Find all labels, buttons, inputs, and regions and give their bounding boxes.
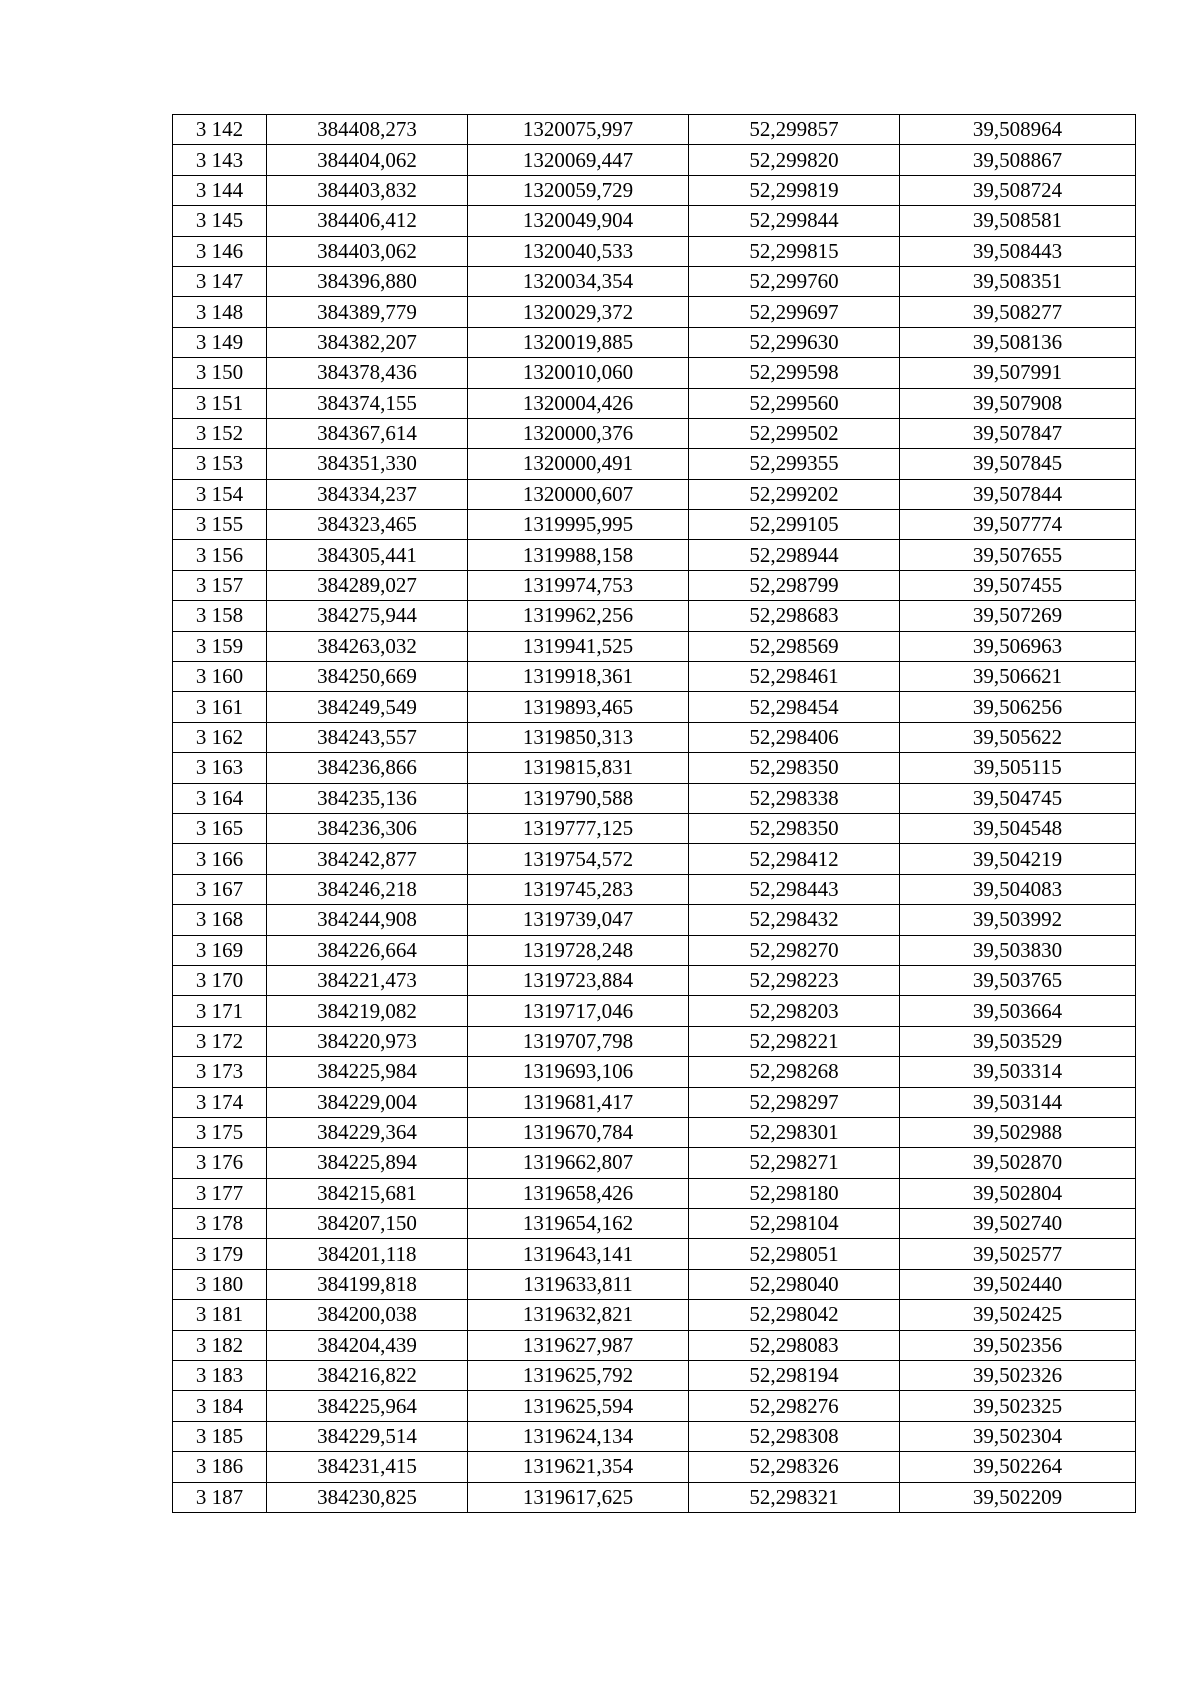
latitude-cell: 52,299202 (689, 479, 900, 509)
table-row (173, 1452, 1136, 1482)
x-coordinate-cell: 384396,880 (267, 266, 468, 296)
y-coordinate-cell: 1319745,283 (468, 874, 689, 904)
table-row (173, 358, 1136, 388)
table-row (173, 631, 1136, 661)
x-coordinate-cell: 384305,441 (267, 540, 468, 570)
point-number-cell: 3 173 (173, 1057, 267, 1087)
latitude-cell: 52,298221 (689, 1026, 900, 1056)
longitude-cell: 39,503529 (900, 1026, 1136, 1056)
x-coordinate-cell: 384231,415 (267, 1452, 468, 1482)
latitude-cell: 52,298271 (689, 1148, 900, 1178)
y-coordinate-cell: 1319658,426 (468, 1178, 689, 1208)
point-number-cell: 3 181 (173, 1300, 267, 1330)
point-number-cell: 3 154 (173, 479, 267, 509)
table-row (173, 418, 1136, 448)
longitude-cell: 39,508724 (900, 175, 1136, 205)
y-coordinate-cell: 1319617,625 (468, 1482, 689, 1512)
longitude-cell: 39,503314 (900, 1057, 1136, 1087)
point-number-cell: 3 180 (173, 1269, 267, 1299)
longitude-cell: 39,503992 (900, 905, 1136, 935)
y-coordinate-cell: 1320075,997 (468, 115, 689, 145)
longitude-cell: 39,503664 (900, 996, 1136, 1026)
y-coordinate-cell: 1319681,417 (468, 1087, 689, 1117)
latitude-cell: 52,298338 (689, 783, 900, 813)
x-coordinate-cell: 384221,473 (267, 965, 468, 995)
y-coordinate-cell: 1319627,987 (468, 1330, 689, 1360)
latitude-cell: 52,299819 (689, 175, 900, 205)
table-row (173, 905, 1136, 935)
point-number-cell: 3 150 (173, 358, 267, 388)
table-row (173, 996, 1136, 1026)
table-row (173, 1209, 1136, 1239)
latitude-cell: 52,298194 (689, 1361, 900, 1391)
longitude-cell: 39,506963 (900, 631, 1136, 661)
point-number-cell: 3 187 (173, 1482, 267, 1512)
x-coordinate-cell: 384323,465 (267, 510, 468, 540)
table-row (173, 692, 1136, 722)
table-row (173, 1391, 1136, 1421)
point-number-cell: 3 185 (173, 1421, 267, 1451)
point-number-cell: 3 183 (173, 1361, 267, 1391)
longitude-cell: 39,502425 (900, 1300, 1136, 1330)
y-coordinate-cell: 1320000,491 (468, 449, 689, 479)
longitude-cell: 39,502870 (900, 1148, 1136, 1178)
table-row (173, 783, 1136, 813)
point-number-cell: 3 157 (173, 570, 267, 600)
longitude-cell: 39,502440 (900, 1269, 1136, 1299)
table-row (173, 449, 1136, 479)
y-coordinate-cell: 1319941,525 (468, 631, 689, 661)
longitude-cell: 39,508136 (900, 327, 1136, 357)
longitude-cell: 39,502209 (900, 1482, 1136, 1512)
point-number-cell: 3 172 (173, 1026, 267, 1056)
longitude-cell: 39,508964 (900, 115, 1136, 145)
table-row (173, 115, 1136, 145)
y-coordinate-cell: 1319693,106 (468, 1057, 689, 1087)
y-coordinate-cell: 1320004,426 (468, 388, 689, 418)
x-coordinate-cell: 384382,207 (267, 327, 468, 357)
latitude-cell: 52,299844 (689, 206, 900, 236)
longitude-cell: 39,502325 (900, 1391, 1136, 1421)
latitude-cell: 52,299630 (689, 327, 900, 357)
point-number-cell: 3 168 (173, 905, 267, 935)
latitude-cell: 52,298799 (689, 570, 900, 600)
x-coordinate-cell: 384275,944 (267, 601, 468, 631)
y-coordinate-cell: 1319850,313 (468, 722, 689, 752)
point-number-cell: 3 158 (173, 601, 267, 631)
longitude-cell: 39,507269 (900, 601, 1136, 631)
table-row (173, 236, 1136, 266)
longitude-cell: 39,502264 (900, 1452, 1136, 1482)
longitude-cell: 39,502356 (900, 1330, 1136, 1360)
point-number-cell: 3 171 (173, 996, 267, 1026)
table-row (173, 1269, 1136, 1299)
point-number-cell: 3 184 (173, 1391, 267, 1421)
x-coordinate-cell: 384406,412 (267, 206, 468, 236)
table-row (173, 388, 1136, 418)
x-coordinate-cell: 384367,614 (267, 418, 468, 448)
y-coordinate-cell: 1319625,594 (468, 1391, 689, 1421)
latitude-cell: 52,299502 (689, 418, 900, 448)
table-row (173, 1087, 1136, 1117)
latitude-cell: 52,298051 (689, 1239, 900, 1269)
point-number-cell: 3 166 (173, 844, 267, 874)
longitude-cell: 39,502577 (900, 1239, 1136, 1269)
y-coordinate-cell: 1319893,465 (468, 692, 689, 722)
x-coordinate-cell: 384225,964 (267, 1391, 468, 1421)
table-row (173, 965, 1136, 995)
latitude-cell: 52,298406 (689, 722, 900, 752)
latitude-cell: 52,299820 (689, 145, 900, 175)
y-coordinate-cell: 1319632,821 (468, 1300, 689, 1330)
longitude-cell: 39,507845 (900, 449, 1136, 479)
latitude-cell: 52,298432 (689, 905, 900, 935)
point-number-cell: 3 153 (173, 449, 267, 479)
latitude-cell: 52,298223 (689, 965, 900, 995)
point-number-cell: 3 159 (173, 631, 267, 661)
y-coordinate-cell: 1319962,256 (468, 601, 689, 631)
longitude-cell: 39,505622 (900, 722, 1136, 752)
latitude-cell: 52,298412 (689, 844, 900, 874)
latitude-cell: 52,298301 (689, 1117, 900, 1147)
table-row (173, 722, 1136, 752)
latitude-cell: 52,298083 (689, 1330, 900, 1360)
latitude-cell: 52,298276 (689, 1391, 900, 1421)
latitude-cell: 52,298350 (689, 753, 900, 783)
point-number-cell: 3 151 (173, 388, 267, 418)
y-coordinate-cell: 1319815,831 (468, 753, 689, 783)
longitude-cell: 39,507908 (900, 388, 1136, 418)
longitude-cell: 39,508581 (900, 206, 1136, 236)
x-coordinate-cell: 384226,664 (267, 935, 468, 965)
x-coordinate-cell: 384242,877 (267, 844, 468, 874)
y-coordinate-cell: 1320019,885 (468, 327, 689, 357)
x-coordinate-cell: 384199,818 (267, 1269, 468, 1299)
latitude-cell: 52,299697 (689, 297, 900, 327)
y-coordinate-cell: 1319728,248 (468, 935, 689, 965)
y-coordinate-cell: 1319643,141 (468, 1239, 689, 1269)
point-number-cell: 3 165 (173, 813, 267, 843)
table-row (173, 145, 1136, 175)
table-row (173, 1482, 1136, 1512)
x-coordinate-cell: 384389,779 (267, 297, 468, 327)
x-coordinate-cell: 384216,822 (267, 1361, 468, 1391)
longitude-cell: 39,507991 (900, 358, 1136, 388)
table-row (173, 1148, 1136, 1178)
table-row (173, 1361, 1136, 1391)
table-row (173, 175, 1136, 205)
latitude-cell: 52,298321 (689, 1482, 900, 1512)
latitude-cell: 52,298042 (689, 1300, 900, 1330)
x-coordinate-cell: 384236,306 (267, 813, 468, 843)
x-coordinate-cell: 384200,038 (267, 1300, 468, 1330)
y-coordinate-cell: 1320069,447 (468, 145, 689, 175)
latitude-cell: 52,298326 (689, 1452, 900, 1482)
table-row (173, 1239, 1136, 1269)
y-coordinate-cell: 1319777,125 (468, 813, 689, 843)
table-row (173, 753, 1136, 783)
x-coordinate-cell: 384249,549 (267, 692, 468, 722)
longitude-cell: 39,504548 (900, 813, 1136, 843)
x-coordinate-cell: 384201,118 (267, 1239, 468, 1269)
table-row (173, 1117, 1136, 1147)
y-coordinate-cell: 1319754,572 (468, 844, 689, 874)
longitude-cell: 39,504083 (900, 874, 1136, 904)
latitude-cell: 52,299857 (689, 115, 900, 145)
x-coordinate-cell: 384404,062 (267, 145, 468, 175)
point-number-cell: 3 179 (173, 1239, 267, 1269)
y-coordinate-cell: 1320029,372 (468, 297, 689, 327)
x-coordinate-cell: 384215,681 (267, 1178, 468, 1208)
longitude-cell: 39,508277 (900, 297, 1136, 327)
longitude-cell: 39,507455 (900, 570, 1136, 600)
y-coordinate-cell: 1320010,060 (468, 358, 689, 388)
latitude-cell: 52,298443 (689, 874, 900, 904)
x-coordinate-cell: 384289,027 (267, 570, 468, 600)
latitude-cell: 52,298268 (689, 1057, 900, 1087)
latitude-cell: 52,299815 (689, 236, 900, 266)
x-coordinate-cell: 384244,908 (267, 905, 468, 935)
x-coordinate-cell: 384236,866 (267, 753, 468, 783)
longitude-cell: 39,507774 (900, 510, 1136, 540)
latitude-cell: 52,298297 (689, 1087, 900, 1117)
longitude-cell: 39,502304 (900, 1421, 1136, 1451)
table-row (173, 327, 1136, 357)
longitude-cell: 39,502804 (900, 1178, 1136, 1208)
table-row (173, 206, 1136, 236)
y-coordinate-cell: 1320000,376 (468, 418, 689, 448)
y-coordinate-cell: 1319717,046 (468, 996, 689, 1026)
x-coordinate-cell: 384229,364 (267, 1117, 468, 1147)
y-coordinate-cell: 1320059,729 (468, 175, 689, 205)
latitude-cell: 52,298180 (689, 1178, 900, 1208)
longitude-cell: 39,505115 (900, 753, 1136, 783)
point-number-cell: 3 164 (173, 783, 267, 813)
table-row (173, 1026, 1136, 1056)
y-coordinate-cell: 1319633,811 (468, 1269, 689, 1299)
latitude-cell: 52,299560 (689, 388, 900, 418)
x-coordinate-cell: 384235,136 (267, 783, 468, 813)
longitude-cell: 39,506621 (900, 662, 1136, 692)
point-number-cell: 3 167 (173, 874, 267, 904)
point-number-cell: 3 175 (173, 1117, 267, 1147)
y-coordinate-cell: 1320000,607 (468, 479, 689, 509)
longitude-cell: 39,504745 (900, 783, 1136, 813)
y-coordinate-cell: 1320040,533 (468, 236, 689, 266)
point-number-cell: 3 163 (173, 753, 267, 783)
table-row (173, 510, 1136, 540)
longitude-cell: 39,508867 (900, 145, 1136, 175)
latitude-cell: 52,298040 (689, 1269, 900, 1299)
point-number-cell: 3 182 (173, 1330, 267, 1360)
y-coordinate-cell: 1319707,798 (468, 1026, 689, 1056)
y-coordinate-cell: 1319974,753 (468, 570, 689, 600)
table-row (173, 935, 1136, 965)
longitude-cell: 39,506256 (900, 692, 1136, 722)
point-number-cell: 3 143 (173, 145, 267, 175)
latitude-cell: 52,298944 (689, 540, 900, 570)
point-number-cell: 3 174 (173, 1087, 267, 1117)
coordinates-table (172, 114, 1136, 1513)
x-coordinate-cell: 384378,436 (267, 358, 468, 388)
table-row (173, 601, 1136, 631)
table-row (173, 540, 1136, 570)
x-coordinate-cell: 384219,082 (267, 996, 468, 1026)
point-number-cell: 3 160 (173, 662, 267, 692)
point-number-cell: 3 142 (173, 115, 267, 145)
point-number-cell: 3 170 (173, 965, 267, 995)
x-coordinate-cell: 384204,439 (267, 1330, 468, 1360)
y-coordinate-cell: 1320049,904 (468, 206, 689, 236)
latitude-cell: 52,299105 (689, 510, 900, 540)
y-coordinate-cell: 1319621,354 (468, 1452, 689, 1482)
x-coordinate-cell: 384243,557 (267, 722, 468, 752)
y-coordinate-cell: 1319625,792 (468, 1361, 689, 1391)
x-coordinate-cell: 384374,155 (267, 388, 468, 418)
point-number-cell: 3 161 (173, 692, 267, 722)
latitude-cell: 52,298569 (689, 631, 900, 661)
point-number-cell: 3 155 (173, 510, 267, 540)
point-number-cell: 3 146 (173, 236, 267, 266)
y-coordinate-cell: 1319662,807 (468, 1148, 689, 1178)
point-number-cell: 3 149 (173, 327, 267, 357)
table-row (173, 874, 1136, 904)
latitude-cell: 52,298104 (689, 1209, 900, 1239)
latitude-cell: 52,299355 (689, 449, 900, 479)
x-coordinate-cell: 384207,150 (267, 1209, 468, 1239)
latitude-cell: 52,298308 (689, 1421, 900, 1451)
longitude-cell: 39,503144 (900, 1087, 1136, 1117)
longitude-cell: 39,508351 (900, 266, 1136, 296)
table-row (173, 1057, 1136, 1087)
longitude-cell: 39,507844 (900, 479, 1136, 509)
y-coordinate-cell: 1319723,884 (468, 965, 689, 995)
point-number-cell: 3 145 (173, 206, 267, 236)
point-number-cell: 3 162 (173, 722, 267, 752)
y-coordinate-cell: 1319739,047 (468, 905, 689, 935)
table-row (173, 479, 1136, 509)
point-number-cell: 3 186 (173, 1452, 267, 1482)
point-number-cell: 3 156 (173, 540, 267, 570)
latitude-cell: 52,298203 (689, 996, 900, 1026)
x-coordinate-cell: 384408,273 (267, 115, 468, 145)
x-coordinate-cell: 384250,669 (267, 662, 468, 692)
y-coordinate-cell: 1319918,361 (468, 662, 689, 692)
x-coordinate-cell: 384403,062 (267, 236, 468, 266)
longitude-cell: 39,507847 (900, 418, 1136, 448)
table-row (173, 1421, 1136, 1451)
latitude-cell: 52,299598 (689, 358, 900, 388)
longitude-cell: 39,502740 (900, 1209, 1136, 1239)
table-row (173, 570, 1136, 600)
point-number-cell: 3 176 (173, 1148, 267, 1178)
table-row (173, 844, 1136, 874)
point-number-cell: 3 147 (173, 266, 267, 296)
longitude-cell: 39,504219 (900, 844, 1136, 874)
point-number-cell: 3 177 (173, 1178, 267, 1208)
point-number-cell: 3 152 (173, 418, 267, 448)
longitude-cell: 39,502326 (900, 1361, 1136, 1391)
x-coordinate-cell: 384229,004 (267, 1087, 468, 1117)
x-coordinate-cell: 384230,825 (267, 1482, 468, 1512)
latitude-cell: 52,298270 (689, 935, 900, 965)
table-row (173, 1330, 1136, 1360)
latitude-cell: 52,298454 (689, 692, 900, 722)
coordinates-table-body (173, 115, 1136, 1513)
latitude-cell: 52,298350 (689, 813, 900, 843)
table-row (173, 662, 1136, 692)
y-coordinate-cell: 1319790,588 (468, 783, 689, 813)
y-coordinate-cell: 1319995,995 (468, 510, 689, 540)
longitude-cell: 39,502988 (900, 1117, 1136, 1147)
x-coordinate-cell: 384403,832 (267, 175, 468, 205)
x-coordinate-cell: 384334,237 (267, 479, 468, 509)
point-number-cell: 3 169 (173, 935, 267, 965)
x-coordinate-cell: 384263,032 (267, 631, 468, 661)
x-coordinate-cell: 384225,894 (267, 1148, 468, 1178)
x-coordinate-cell: 384351,330 (267, 449, 468, 479)
latitude-cell: 52,298683 (689, 601, 900, 631)
longitude-cell: 39,503830 (900, 935, 1136, 965)
y-coordinate-cell: 1320034,354 (468, 266, 689, 296)
x-coordinate-cell: 384229,514 (267, 1421, 468, 1451)
x-coordinate-cell: 384220,973 (267, 1026, 468, 1056)
x-coordinate-cell: 384225,984 (267, 1057, 468, 1087)
point-number-cell: 3 144 (173, 175, 267, 205)
y-coordinate-cell: 1319988,158 (468, 540, 689, 570)
table-row (173, 1300, 1136, 1330)
x-coordinate-cell: 384246,218 (267, 874, 468, 904)
table-row (173, 297, 1136, 327)
point-number-cell: 3 178 (173, 1209, 267, 1239)
table-row (173, 813, 1136, 843)
longitude-cell: 39,503765 (900, 965, 1136, 995)
longitude-cell: 39,507655 (900, 540, 1136, 570)
latitude-cell: 52,299760 (689, 266, 900, 296)
y-coordinate-cell: 1319670,784 (468, 1117, 689, 1147)
longitude-cell: 39,508443 (900, 236, 1136, 266)
table-row (173, 1178, 1136, 1208)
latitude-cell: 52,298461 (689, 662, 900, 692)
table-row (173, 266, 1136, 296)
point-number-cell: 3 148 (173, 297, 267, 327)
y-coordinate-cell: 1319624,134 (468, 1421, 689, 1451)
y-coordinate-cell: 1319654,162 (468, 1209, 689, 1239)
